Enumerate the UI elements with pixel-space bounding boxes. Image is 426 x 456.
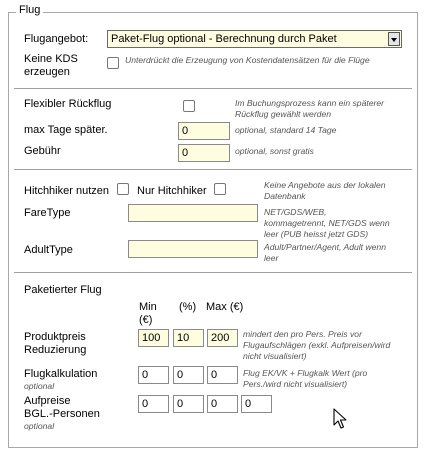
aufpreise-input-2[interactable] xyxy=(173,395,204,413)
produktpreis-hint-line3: nicht visualisiert) xyxy=(243,351,307,361)
aufpreise-label-line2: BGL.-Personen xyxy=(24,408,100,420)
chevron-down-icon[interactable] xyxy=(388,32,400,46)
col-pct-label: (%) xyxy=(179,301,197,313)
flugkalkulation-min-input[interactable] xyxy=(138,366,169,384)
produktpreis-max-input[interactable] xyxy=(207,329,238,347)
flugkalkulation-hint-line2: Pers./wird nicht visualisiert) xyxy=(243,379,348,389)
flugangebot-select[interactable] xyxy=(107,30,402,48)
adulttype-hint-line1: Adult/Partner/Agent, Adult wenn xyxy=(264,242,386,252)
col-max-label: Max (€) xyxy=(206,301,244,313)
adulttype-input[interactable] xyxy=(128,240,258,258)
hitchhiker-checkbox[interactable] xyxy=(117,183,129,195)
aufpreise-input-1[interactable] xyxy=(138,395,169,413)
mouse-pointer-icon xyxy=(333,408,347,430)
faretype-label: FareType xyxy=(24,207,71,219)
aufpreise-input-3[interactable] xyxy=(207,395,238,413)
flugangebot-selected-value: Paket-Flug optional - Berechnung durch Paket xyxy=(111,33,337,45)
faretype-input[interactable] xyxy=(128,204,258,222)
flugkalkulation-pct-input[interactable] xyxy=(173,366,204,384)
flugangebot-label: Flugangebot: xyxy=(24,33,89,45)
gebuehr-label: Gebühr xyxy=(24,145,61,157)
keine-kds-checkbox[interactable] xyxy=(107,57,119,69)
produktpreis-pct-input[interactable] xyxy=(173,329,204,347)
section-divider xyxy=(14,169,412,170)
nur-hitchhiker-checkbox[interactable] xyxy=(214,183,226,195)
aufpreise-input-4[interactable] xyxy=(241,395,272,413)
keine-kds-label-line1: Keine KDS xyxy=(24,53,78,65)
flexibler-rueckflug-checkbox[interactable] xyxy=(183,100,195,112)
produktpreis-min-input[interactable] xyxy=(138,329,169,347)
max-tage-label: max Tage später. xyxy=(24,124,108,136)
flexibler-hint-line1: Im Buchungsprozess kann ein späterer xyxy=(235,98,385,108)
keine-kds-hint: Unterdrückt die Erzeugung von Kostendatensätzen für die Flüge xyxy=(125,55,370,65)
flexibler-hint-line2: Rückflug gewählt werden xyxy=(235,109,332,119)
aufpreise-optional: optional xyxy=(24,421,55,431)
section-divider xyxy=(14,272,412,273)
section-divider xyxy=(14,88,412,89)
flug-legend: Flug xyxy=(16,4,43,16)
hitchhiker-hint-line2: Datenbank xyxy=(264,191,306,201)
nur-hitchhiker-label: Nur Hitchhiker xyxy=(137,185,207,197)
max-tage-hint: optional, standard 14 Tage xyxy=(235,125,337,135)
faretype-hint-line1: NET/GDS/WEB, xyxy=(264,207,327,217)
adulttype-label: AdultType xyxy=(24,244,73,256)
aufpreise-label-line1: Aufpreise xyxy=(24,395,71,407)
gebuehr-input[interactable] xyxy=(178,144,230,162)
gebuehr-hint: optional, sonst gratis xyxy=(235,146,314,156)
produktpreis-hint-line1: mindert den pro Pers. Preis vor xyxy=(243,329,362,339)
flugkalkulation-label: Flugkalkulation xyxy=(24,368,98,380)
col-min-label-line1: Min xyxy=(139,301,157,313)
produktpreis-hint-line2: Flugaufschlägen (exkl. Aufpreisen/wird xyxy=(243,340,391,350)
max-tage-input[interactable] xyxy=(178,122,230,140)
col-min-label-line2: (€) xyxy=(139,314,153,326)
produktpreis-label-line2: Reduzierung xyxy=(24,344,87,356)
keine-kds-label-line2: erzeugen xyxy=(24,66,70,78)
flexibler-rueckflug-label: Flexibler Rückflug xyxy=(24,98,112,110)
flugkalkulation-max-input[interactable] xyxy=(207,366,238,384)
produktpreis-label-line1: Produktpreis xyxy=(24,331,86,343)
paketierter-flug-title: Paketierter Flug xyxy=(24,284,102,296)
hitchhiker-hint-line1: Keine Angebote aus der lokalen xyxy=(264,180,386,190)
faretype-hint-line2: kommagetrennt, NET/GDS wenn xyxy=(264,218,390,228)
hitchhiker-label: Hitchhiker nutzen xyxy=(24,185,109,197)
flugkalkulation-optional: optional xyxy=(24,381,55,391)
flugkalkulation-hint-line1: Flug EK/VK + Flugkalk Wert (pro xyxy=(243,368,368,378)
adulttype-hint-line2: leer xyxy=(264,253,279,263)
faretype-hint-line3: leer (PUB heisst jetzt GDS) xyxy=(264,229,369,239)
